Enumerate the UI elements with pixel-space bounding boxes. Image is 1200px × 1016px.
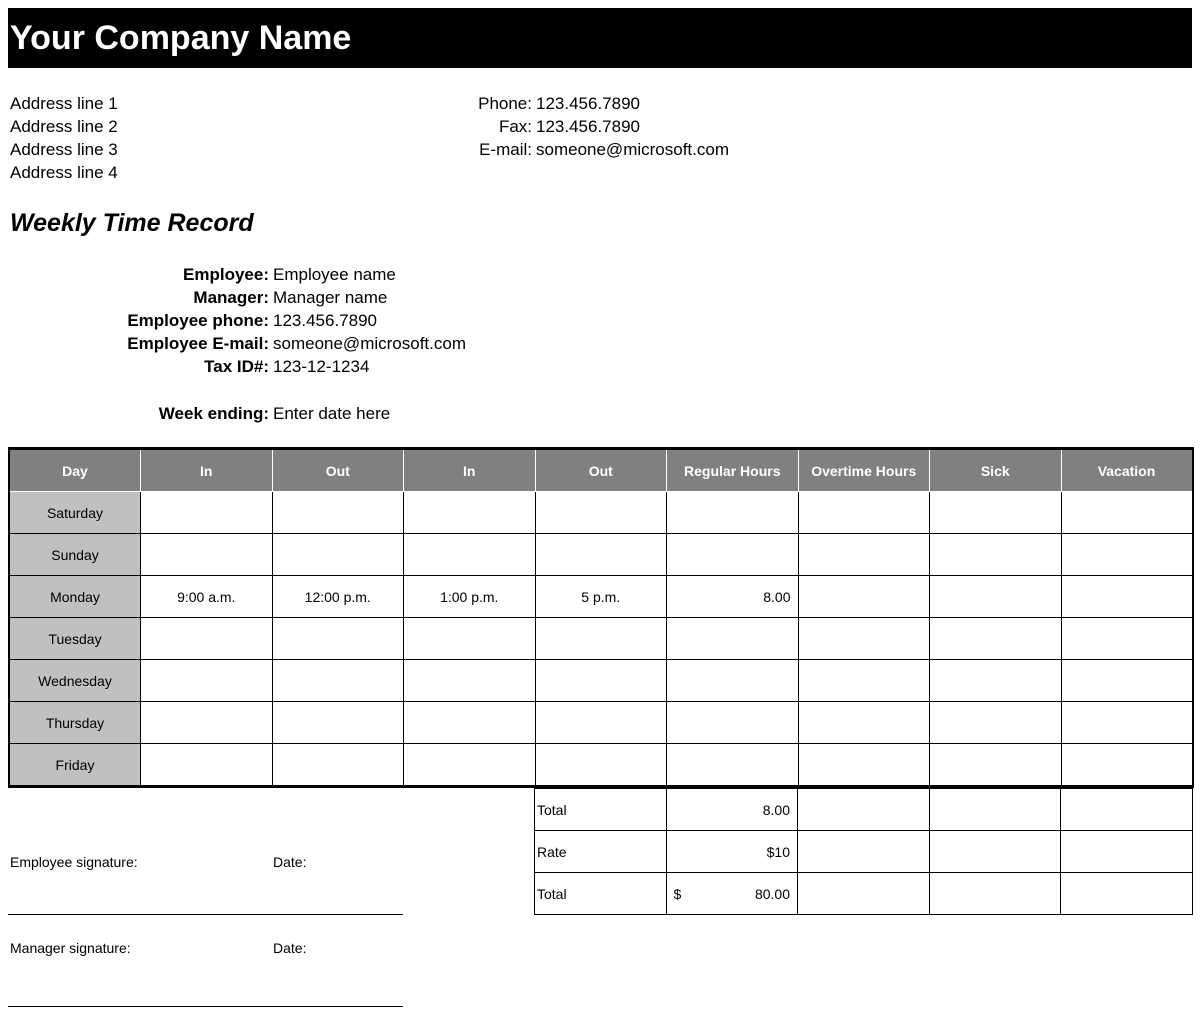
in-1-cell[interactable] <box>141 744 273 787</box>
table-row <box>9 744 1193 787</box>
employee-name-label: Employee: <box>183 265 269 284</box>
fax-value[interactable]: 123.456.7890 <box>536 117 640 136</box>
in-1-cell[interactable] <box>141 618 273 660</box>
total-hours-label: Total <box>535 789 667 831</box>
document-title: Weekly Time Record <box>10 209 254 237</box>
out-2-cell[interactable] <box>535 492 667 534</box>
total-hours-row <box>535 789 1193 831</box>
day-cell: Saturday <box>9 492 141 534</box>
day-cell: Wednesday <box>9 660 141 702</box>
regular-hours-cell[interactable] <box>667 492 799 534</box>
total-vacation-cell[interactable] <box>1061 789 1193 831</box>
employee-name-value[interactable]: Employee name <box>273 265 396 284</box>
manager-signature-line[interactable] <box>8 1006 403 1007</box>
in-2-cell[interactable]: 1:00 p.m. <box>404 576 536 618</box>
in-2-cell[interactable] <box>404 702 536 744</box>
employee-phone-label: Employee phone: <box>127 311 269 330</box>
total-pay-value: 80.00 <box>754 885 790 902</box>
address-line-4[interactable]: Address line 4 <box>10 163 118 182</box>
out-2-cell[interactable] <box>535 618 667 660</box>
column-header-overtime-hours: Overtime Hours <box>798 449 930 492</box>
vacation-cell[interactable] <box>1061 660 1193 702</box>
total-pay-vacation-cell[interactable] <box>1061 873 1193 915</box>
table-row <box>9 534 1193 576</box>
vacation-cell[interactable] <box>1061 702 1193 744</box>
in-1-cell[interactable] <box>141 660 273 702</box>
week-ending-value[interactable]: Enter date here <box>273 404 391 423</box>
vacation-cell[interactable] <box>1061 492 1193 534</box>
in-1-cell[interactable] <box>141 702 273 744</box>
total-sick-cell[interactable] <box>929 789 1061 831</box>
column-header-in-1: In <box>141 449 273 492</box>
employee-signature-line[interactable] <box>8 914 403 915</box>
email-label: E-mail: <box>479 140 532 159</box>
email-value[interactable]: someone@microsoft.com <box>536 140 729 159</box>
overtime-hours-cell[interactable] <box>798 702 930 744</box>
manager-date-label: Date: <box>273 940 307 956</box>
table-row <box>9 492 1193 534</box>
rate-value[interactable]: $10 <box>666 831 798 873</box>
out-1-cell[interactable] <box>272 660 404 702</box>
overtime-hours-cell[interactable] <box>798 576 930 618</box>
rate-sick-cell[interactable] <box>929 831 1061 873</box>
regular-hours-cell[interactable]: 8.00 <box>667 576 799 618</box>
regular-hours-cell[interactable] <box>667 702 799 744</box>
regular-hours-cell[interactable] <box>667 534 799 576</box>
sick-cell[interactable] <box>930 702 1062 744</box>
tax-id-value[interactable]: 123-12-1234 <box>273 357 370 376</box>
rate-row <box>535 831 1193 873</box>
in-1-cell[interactable] <box>141 534 273 576</box>
out-2-cell[interactable] <box>535 702 667 744</box>
sick-cell[interactable] <box>930 534 1062 576</box>
sick-cell[interactable] <box>930 660 1062 702</box>
table-row <box>9 660 1193 702</box>
fax-label: Fax: <box>498 117 532 136</box>
in-1-cell[interactable] <box>141 492 273 534</box>
tax-id-label: Tax ID#: <box>204 357 269 376</box>
regular-hours-cell[interactable] <box>667 744 799 787</box>
rate-overtime-cell[interactable] <box>798 831 930 873</box>
out-1-cell[interactable]: 12:00 p.m. <box>272 576 404 618</box>
company-name[interactable]: Your Company Name <box>10 19 352 57</box>
out-2-cell[interactable] <box>535 660 667 702</box>
total-pay-sick-cell[interactable] <box>929 873 1061 915</box>
in-2-cell[interactable] <box>404 744 536 787</box>
employee-phone-value[interactable]: 123.456.7890 <box>273 311 377 330</box>
out-2-cell[interactable] <box>535 744 667 787</box>
out-1-cell[interactable] <box>272 492 404 534</box>
phone-value[interactable]: 123.456.7890 <box>536 94 640 113</box>
total-pay-overtime-cell[interactable] <box>798 873 930 915</box>
overtime-hours-cell[interactable] <box>798 660 930 702</box>
out-1-cell[interactable] <box>272 534 404 576</box>
overtime-hours-cell[interactable] <box>798 492 930 534</box>
in-2-cell[interactable] <box>404 618 536 660</box>
out-2-cell[interactable] <box>535 534 667 576</box>
vacation-cell[interactable] <box>1061 618 1193 660</box>
column-header-vacation: Vacation <box>1061 449 1193 492</box>
day-cell: Friday <box>9 744 141 787</box>
day-cell: Monday <box>9 576 141 618</box>
overtime-hours-cell[interactable] <box>798 534 930 576</box>
vacation-cell[interactable] <box>1061 744 1193 787</box>
table-row <box>9 618 1193 660</box>
table-row <box>9 576 1193 618</box>
vacation-cell[interactable] <box>1061 534 1193 576</box>
timesheet-header-row <box>9 449 1193 492</box>
total-regular-hours-value: 8.00 <box>666 789 798 831</box>
week-ending-label: Week ending: <box>158 404 269 423</box>
in-2-cell[interactable] <box>404 660 536 702</box>
total-pay-cell <box>666 873 798 915</box>
table-row <box>9 702 1193 744</box>
column-header-regular-hours: Regular Hours <box>667 449 799 492</box>
day-cell: Tuesday <box>9 618 141 660</box>
employee-email-value[interactable]: someone@microsoft.com <box>273 334 466 353</box>
employee-date-label: Date: <box>273 854 307 870</box>
out-2-cell[interactable]: 5 p.m. <box>535 576 667 618</box>
column-header-day: Day <box>9 449 141 492</box>
sick-cell[interactable] <box>930 492 1062 534</box>
sick-cell[interactable] <box>930 576 1062 618</box>
rate-vacation-cell[interactable] <box>1061 831 1193 873</box>
address-line-1[interactable]: Address line 1 <box>10 94 118 113</box>
column-header-sick: Sick <box>930 449 1062 492</box>
regular-hours-cell[interactable] <box>667 618 799 660</box>
out-1-cell[interactable] <box>272 702 404 744</box>
manager-name-label: Manager: <box>193 288 269 307</box>
employee-email-label: Employee E-mail: <box>127 334 269 353</box>
company-header-bar <box>8 8 1192 68</box>
in-2-cell[interactable] <box>404 492 536 534</box>
manager-signature-label: Manager signature: <box>10 940 131 956</box>
sick-cell[interactable] <box>930 744 1062 787</box>
sick-cell[interactable] <box>930 618 1062 660</box>
regular-hours-cell[interactable] <box>667 660 799 702</box>
in-2-cell[interactable] <box>404 534 536 576</box>
column-header-out-2: Out <box>535 449 667 492</box>
manager-name-value[interactable]: Manager name <box>273 288 388 307</box>
totals-table <box>534 788 1193 915</box>
total-pay-label: Total <box>535 873 667 915</box>
out-1-cell[interactable] <box>272 618 404 660</box>
day-cell: Thursday <box>9 702 141 744</box>
column-header-in-2: In <box>404 449 536 492</box>
phone-label: Phone: <box>478 94 532 113</box>
column-header-out-1: Out <box>272 449 404 492</box>
in-1-cell[interactable]: 9:00 a.m. <box>141 576 273 618</box>
address-line-3[interactable]: Address line 3 <box>10 140 118 159</box>
total-overtime-hours-cell[interactable] <box>798 789 930 831</box>
vacation-cell[interactable] <box>1061 576 1193 618</box>
rate-label: Rate <box>535 831 667 873</box>
address-line-2[interactable]: Address line 2 <box>10 117 118 136</box>
day-cell: Sunday <box>9 534 141 576</box>
total-pay-row <box>535 873 1193 915</box>
overtime-hours-cell[interactable] <box>798 618 930 660</box>
out-1-cell[interactable] <box>272 744 404 787</box>
currency-symbol: $ <box>673 885 682 902</box>
overtime-hours-cell[interactable] <box>798 744 930 787</box>
timesheet-table <box>8 447 1194 788</box>
employee-signature-label: Employee signature: <box>10 854 138 870</box>
